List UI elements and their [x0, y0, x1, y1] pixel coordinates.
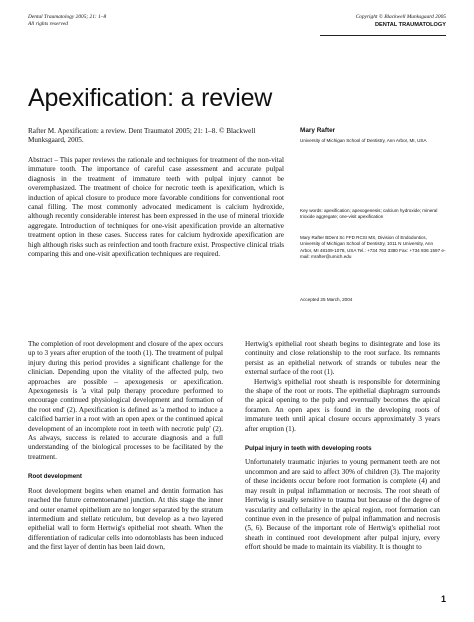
abstract-text: Abstract – This paper reviews the rationale and techniques for treatment of the non-vital immature tooth. The importance of careful case assessment and accurate pulpal diagnosis in the treatment of immature teeth with pulpal injury cannot be overemphasized. The treatment of choice for necrotic teeth is apexification, which is induction of apical closure to produce more favorable conditions for conventional root canal filling. The most commonly advocated medicament is calcium hydroxide, although recently considerable interest has been expressed in the use of mineral trioxide aggregate. Introduction of techniques for one-visit apexification provide an alternative treatment option in these cases. Success rates for calcium hydroxide apexification are high although risks such as reinfection and tooth fracture exist. Prospective clinical trials comparing this and one-visit apexification techniques are required. [28, 156, 284, 259]
author-name: Mary Rafter [300, 127, 336, 134]
rights-line: All rights reserved [28, 21, 68, 27]
article-title: Apexification: a review [28, 84, 273, 112]
section-heading: Root development [28, 473, 82, 481]
body-column-right [245, 340, 440, 553]
journal-name: DENTAL TRAUMATOLOGY [374, 22, 446, 28]
body-paragraph: Unfortunately traumatic injuries to young permanent teeth are not uncommon and are said to affect 30% of children (3). The majority of these incidents occur before root formation is complete (4) and may result in pulpal inflammation or necrosis. The root sheath of Hertwig is usually sensitive to trauma but because of the degree of vascularity and cellularity in the apical region, root formation can continue even in the presence of pulpal inflammation and necrosis (5, 6). Because of the important role of Hertwig's epithelial root sheath in continued root development after pulpal injury, every effort should be made to maintain its viability. It is thought to [245, 458, 440, 552]
copyright-line: Copyright © Blackwell Munksgaard 2005 [355, 14, 446, 20]
page-number: 1 [440, 594, 446, 604]
correspondence-address: Mary Rafter BDent Sc FFD RCSI MS, Division of Endodontics, University of Michigan School of Dentistry, 1011 N University, Ann Arbor, MI 48109-1078, USA Tel.: +734 763 3380 Fax: +734 936 1597 e-mail: mrafter@umich.edu [300, 235, 446, 260]
body-paragraph: Hertwig's epithelial root sheath begins to disintegrate and lose its continuity and close relationship to the root surface. Its remnants persist as an epithelial network of strands or tubules near the external surface of the root (1). [245, 340, 440, 377]
header-rule [320, 35, 446, 36]
body-paragraph: The completion of root development and closure of the apex occurs up to 3 years after eruption of the tooth (1). The treatment of pulpal injury during this period provides a significant challenge for the clinician. Depending upon the vitality of the affected pulp, two approaches are possible – apexogenesis or apexification. Apexogenesis is 'a vital pulp therapy procedure performed to encourage continued physiological development and formation of the root end' (2). Apexification is defined as 'a method to induce a calcified barrier in a root with an open apex or the continued apical development of an incomplete root in teeth with necrotic pulp' (2). As always, success is related to accurate diagnosis and a full understanding of the biological processes to be facilitated by the treatment. [28, 340, 223, 461]
body-paragraph: Hertwig's epithelial root sheath is responsible for determining the shape of the root or roots. The epithelial diaphragm surrounds the apical opening to the pulp and eventually becomes the apical foramen. An open apex is found in the developing roots of immature teeth until apical closure occurs approximately 3 years after eruption (1). [245, 377, 440, 433]
body-column-left [28, 340, 223, 553]
running-header-left [28, 14, 106, 28]
author-affiliation: University of Michigan School of Dentistry, Ann Arbor, MI, USA [300, 138, 427, 143]
section-heading: Pulpal injury in teeth with developing roots [245, 445, 372, 453]
body-paragraph: Root development begins when enamel and dentin formation has reached the future cementoenamel junction. At this stage the inner and outer enamel epithelium are no longer separated by the stratum intermedium and stellate reticulum, but develop as a two layered epithelial wall to form Hertwig's epithelial root sheath. When the differentiation of radicular cells into odontoblasts has been induced and the first layer of dentin has been laid down, [28, 486, 223, 552]
running-header-right [356, 14, 446, 29]
keywords: Key words: apexification; apexogenesis; calcium hydroxide; mineral trioxide aggregate; one-visit apexification [300, 208, 438, 220]
journal-citation-line: Dental Traumatology 2005; 21: 1–8 [28, 14, 107, 20]
accepted-date: Accepted 25 March, 2004 [300, 297, 353, 302]
article-citation: Rafter M. Apexification: a review. Dent Traumatol 2005; 21: 1–8. © Blackwell Munksgaard, 2005. [28, 127, 256, 145]
